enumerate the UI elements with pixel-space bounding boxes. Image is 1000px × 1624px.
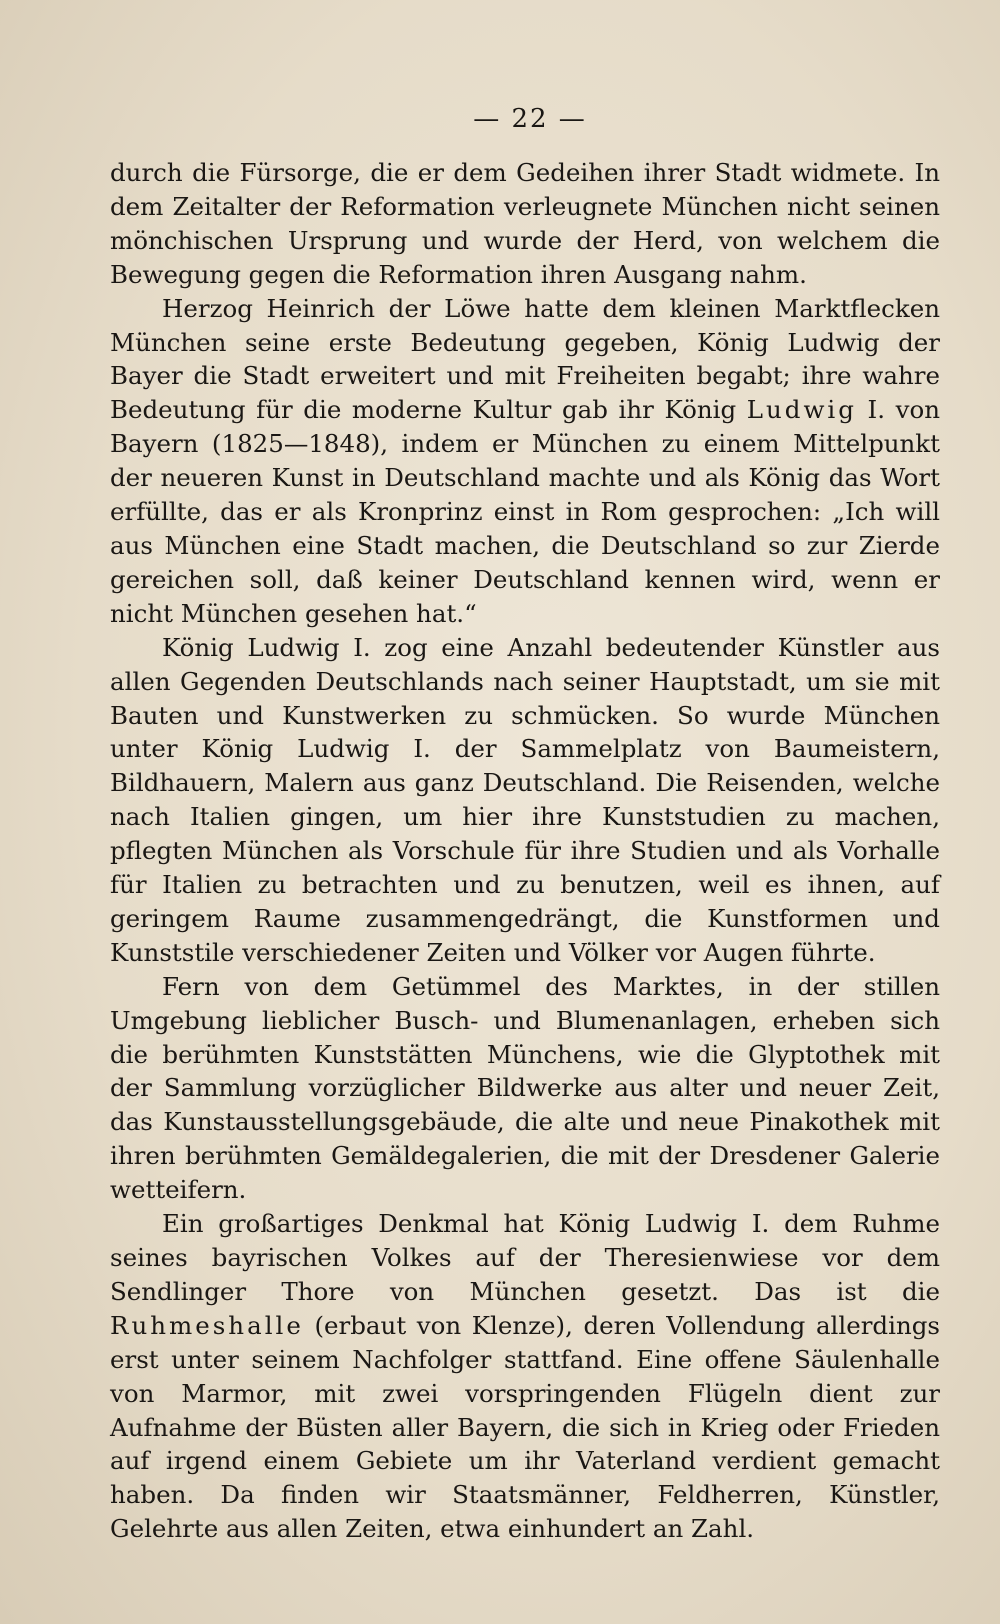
paragraph [110,292,940,631]
paragraph-text: Ein großartiges Denkmal hat König Ludwig I. dem Ruhme seines bayrischen Volkes auf der Theresienwiese vor dem Sendlinger Thore von München gesetzt. Das ist die [110,1209,940,1306]
spaced-emphasis: Ludwig [746,395,857,425]
paragraph-text: durch die Fürsorge, die er dem Gedeihen ihrer Stadt widmete. In dem Zeitalter der Reformation verleugnete München nicht seinen mönchischen Ursprung und wurde der Herd, von welchem die Bewegung gegen die Reformation ihren Ausgang nahm. [110,158,940,289]
paragraph [110,156,940,292]
paragraph-text: Herzog Heinrich der Löwe hatte dem kleinen Marktflecken München seine erste Bedeutung gegeben, König Ludwig der Bayer die Stadt erweitert und mit Freiheiten begabt; ihre wahre Bedeutung für die moderne Kultur gab ihr König [110,293,940,425]
body-text [110,156,940,1546]
spaced-emphasis: Ruhmeshalle [110,1310,304,1340]
paragraph-text: König Ludwig I. zog eine Anzahl bedeutender Künstler aus allen Gegenden Deutschlands nach seiner Hauptstadt, um sie mit Bauten und Kunstwerken zu schmücken. So wurde München unter König Ludwig I. der Sammelplatz von Baumeistern, Bildhauern, Malern aus ganz Deutschland. Die Reisenden, welche nach Italien gingen, um hier ihre Kunststudien zu machen, pflegten München als Vorschule für ihre Studien und als Vorhalle für Italien zu betrachten und zu benutzen, weil es ihnen, auf geringem Raume zusammengedrängt, die Kunstformen und Kunststile verschiedener Zeiten und Völker vor Augen führte. [110,632,940,967]
paragraph [110,631,940,970]
paragraph-text: I. von Bayern (1825—1848), indem er München zu einem Mittelpunkt der neueren Kunst in Deutschland machte und als König das Wort erfüllte, das er als Kronprinz einst in Rom gesprochen: „Ich will aus München eine Stadt machen, die Deutschland so zur Zierde gereichen soll, daß keiner Deutschland kennen wird, wenn er nicht München gesehen hat.“ [110,395,940,628]
page-number: — 22 — [473,104,587,134]
paragraph [110,970,940,1207]
paragraph [110,1207,940,1546]
paragraph-text: Fern von dem Getümmel des Marktes, in der stillen Umgebung lieblicher Busch- und Blumenanlagen, erheben sich die berühmten Kunststätten Münchens, wie die Glyptothek mit der Sammlung vorzüglicher Bildwerke aus alter und neuer Zeit, das Kunstausstellungsgebäude, die alte und neue Pinakothek mit ihren berühmten Gemäldegalerien, die mit der Dresdener Galerie wetteifern. [110,971,940,1205]
paragraph-text: (erbaut von Klenze), deren Vollendung allerdings erst unter seinem Nachfolger stattfand. Eine offene Säulenhalle von Marmor, mit zwei vorspringenden Flügeln dient zur Aufnahme der Büsten aller Bayern, die sich in Krieg oder Frieden auf irgend einem Gebiete um ihr Vaterland verdient gemacht haben. Da finden wir Staatsmänner, Feldherren, Künstler, Gelehrte aus allen Zeiten, etwa einhundert an Zahl. [110,1310,940,1544]
